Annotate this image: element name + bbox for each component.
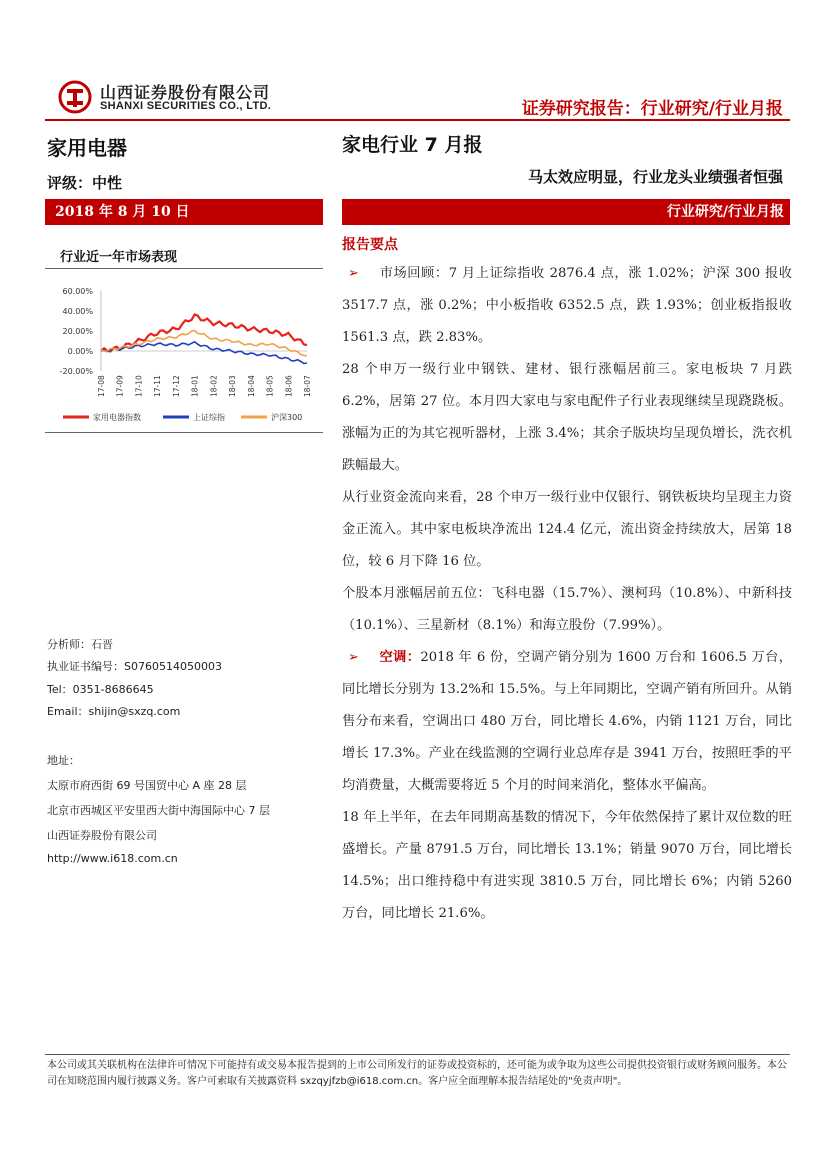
bullet-arrow-icon: ➢: [348, 650, 360, 665]
summary-paragraph: [342, 354, 792, 482]
x-tick-label: 17-08: [97, 375, 106, 397]
x-tick-label: 18-06: [284, 375, 294, 397]
report-type: 证券研究报告：行业研究/行业月报: [521, 99, 783, 119]
x-tick-label: 18-02: [209, 375, 219, 397]
footer-divider: [45, 1054, 790, 1055]
company-name-cn: 山西证券股份有限公司: [100, 83, 271, 102]
summary-paragraph: [342, 482, 792, 578]
summary-p4: 个股本月涨幅居前五位：飞科电器（15.7%）、澳柯玛（10.8%）、中新科技（10.1%）、三星新材（8.1%）和海立股份（7.99%）。: [342, 586, 792, 633]
report-title: 家电行业 7 月报: [342, 134, 483, 156]
chart-title: 行业近一年市场表现: [60, 250, 178, 265]
company-name-en: SHANXI SECURITIES CO., LTD.: [100, 100, 272, 112]
summary-p1: 市场回顾：7 月上证综指收 2876.4 点，涨 1.02%；沪深 300 报收 3517.7 点，涨 0.2%；中小板指收 6352.5 点，跌 1.93%；创业板指报收 1561.3 点，跌 2.83%。: [342, 266, 792, 345]
y-tick-label: 20.00%: [62, 327, 93, 336]
legend-label: 家用电器指数: [93, 413, 141, 422]
address-line-2: 北京市西城区平安里西大街中海国际中心 7 层: [47, 804, 270, 817]
summary-paragraph: [342, 578, 792, 642]
x-tick-label: 18-04: [246, 375, 256, 397]
market-performance-chart: [45, 276, 323, 428]
report-subtitle: 马太效应明显，行业龙头业绩强者恒强: [527, 168, 783, 186]
company-logo-icon: [58, 80, 92, 114]
x-tick-label: 18-01: [190, 375, 200, 397]
analyst-email[interactable]: Email：shijin@sxzq.com: [47, 705, 181, 718]
x-tick-label: 17-12: [171, 375, 181, 397]
summary-paragraph: [342, 258, 792, 354]
report-date: 2018 年 8 月 10 日: [45, 199, 323, 225]
x-tick-label: 18-05: [265, 375, 275, 397]
y-tick-label: 40.00%: [62, 307, 93, 316]
y-tick-label: 0.00%: [67, 347, 93, 356]
x-tick-label: 17-10: [134, 375, 144, 397]
address-line-1: 太原市府西街 69 号国贸中心 A 座 28 层: [47, 779, 247, 792]
footer-disclaimer: 本公司或其关联机构在法律许可情况下可能持有或交易本报告提到的上市公司所发行的证券或投资标的，还可能为或争取为这些公司提供投资银行或财务顾问服务。本公司在知晓范围内履行披露义务。客户可索取有关披露资料 sxzqyjfzb@i618.com.cn。客户应全面理解本报告结尾处的"免责声明"。: [47, 1060, 787, 1087]
y-tick-label: -20.00%: [59, 367, 93, 376]
summary-paragraph: [342, 642, 792, 802]
legend-label: 上证综指: [193, 413, 225, 422]
analyst-cert: 执业证书编号：S0760514050003: [47, 660, 222, 673]
section-bar-label: 行业研究/行业月报: [342, 199, 790, 225]
legend-label: 沪深300: [271, 413, 303, 422]
summary-p5: 2018 年 6 份，空调产销分别为 1600 万台和 1606.5 万台，同比增长分别为 13.2%和 15.5%。与上年同期比，空调产销有所回升。从销售分布来看，空调出口 480 万台，同比增长 4.6%，内销 1121 万台，同比增长 17.3%。产业在线监测的空调行业总库存是 3941 万台，按照旺季的平均消费量，大概需要将近 5 个月的时间来消化，整体水平偏高。: [342, 650, 792, 793]
summary-p5-label: 空调：: [379, 650, 421, 665]
summary-p2: 28 个申万一级行业中钢铁、建材、银行涨幅居前三。家电板块 7 月跌 6.2%，居第 27 位。本月四大家电与家电配件子行业表现继续呈现跷跷板。涨幅为正的为其它视听器材，上涨 3.4%；其余子版块均呈现负增长，洗衣机跌幅最大。: [342, 362, 792, 473]
summary-p3: 从行业资金流向来看，28 个申万一级行业中仅银行、钢铁板块均呈现主力资金正流入。其中家电板块净流出 124.4 亿元，流出资金持续放大，居第 18 位，较 6 月下降 16 位。: [342, 490, 792, 569]
series-line-3: [101, 331, 307, 357]
analyst-name: 分析师：石晋: [47, 638, 113, 651]
x-tick-label: 17-09: [115, 375, 125, 397]
address-label: 地址：: [47, 754, 80, 767]
company-url[interactable]: http://www.i618.com.cn: [47, 852, 178, 865]
x-tick-label: 17-11: [153, 375, 163, 397]
x-tick-label: 18-03: [228, 375, 238, 397]
analyst-tel: Tel：0351-8686645: [47, 683, 154, 696]
y-tick-label: 60.00%: [62, 287, 93, 296]
summary-heading: 报告要点: [342, 237, 398, 253]
header-divider: [45, 119, 790, 121]
bullet-arrow-icon: ➢: [348, 266, 360, 281]
summary-body: [342, 258, 792, 930]
x-tick-label: 18-07: [303, 375, 312, 397]
chart-bottom-divider: [45, 432, 323, 433]
rating: 评级：中性: [47, 174, 123, 192]
summary-paragraph: [342, 802, 792, 930]
industry-name: 家用电器: [47, 136, 127, 160]
address-line-3: 山西证券股份有限公司: [47, 829, 157, 842]
summary-p6: 18 年上半年，在去年同期高基数的情况下，今年依然保持了累计双位数的旺盛增长。产量 8791.5 万台，同比增长 13.1%；销量 9070 万台，同比增长 14.5%；出口维持稳中有进实现 3810.5 万台，同比增长 6%；内销 5260 万台，同比增长 21.6%。: [342, 810, 792, 921]
chart-top-divider: [45, 268, 323, 269]
